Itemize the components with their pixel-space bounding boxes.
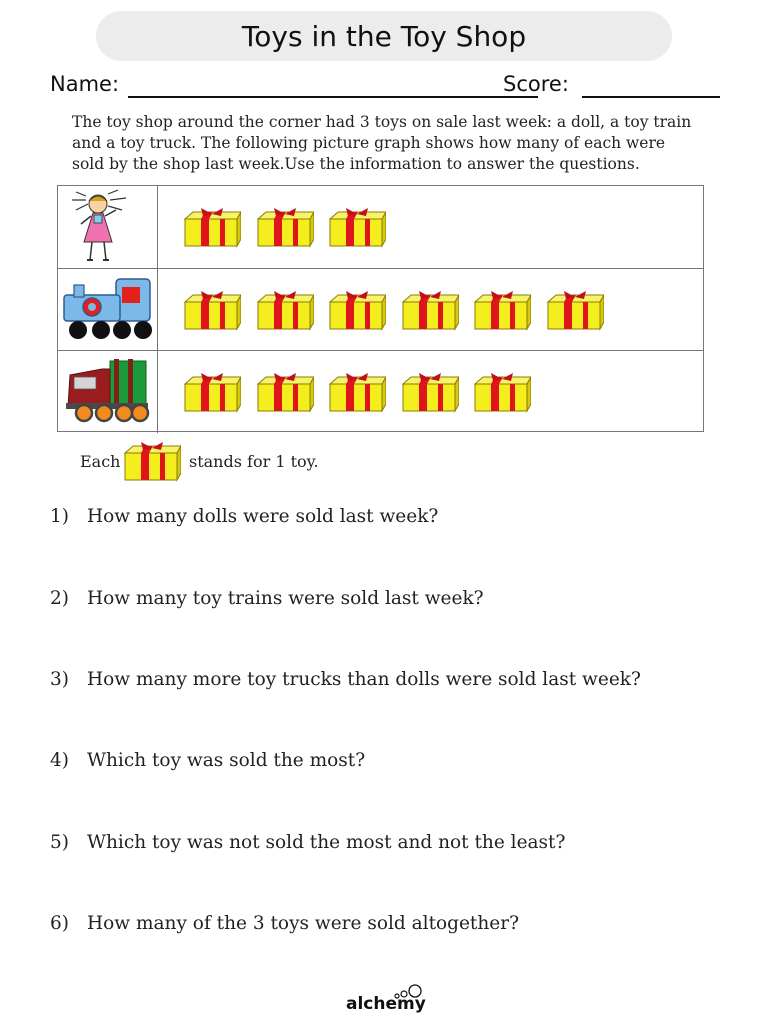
key-suffix: stands for 1 toy. <box>189 452 319 471</box>
gift-box-icon <box>183 291 241 331</box>
truck-cell <box>58 351 158 433</box>
graph-row-truck <box>58 350 703 433</box>
gift-box-icon <box>473 291 531 331</box>
train-cell <box>58 269 158 351</box>
gift-box-icon <box>123 441 181 483</box>
question-number: 3) <box>50 669 69 690</box>
gift-box-icon <box>183 373 241 413</box>
doll-cell <box>58 186 158 268</box>
gift-box-icon <box>328 291 386 331</box>
gift-box-icon <box>546 291 604 331</box>
key-prefix: Each <box>80 452 121 471</box>
score-line <box>582 96 720 98</box>
truck-icon <box>58 351 158 433</box>
gift-box-icon <box>256 373 314 413</box>
question-text: How many of the 3 toys were sold altogether? <box>87 913 519 934</box>
gift-box-icon <box>328 373 386 413</box>
gift-box-icon <box>401 373 459 413</box>
score-label: Score: <box>503 72 569 96</box>
question-number: 6) <box>50 913 69 934</box>
train-icon <box>58 269 158 351</box>
logo-wordmark: alchemy <box>346 994 426 1014</box>
gift-box-icon <box>473 373 531 413</box>
question-text: Which toy was not sold the most and not the least? <box>87 832 566 853</box>
question-number: 2) <box>50 588 69 609</box>
gift-box-icon <box>328 208 386 248</box>
gift-box-icon <box>183 208 241 248</box>
gift-box-icon <box>256 291 314 331</box>
question-number: 5) <box>50 832 69 853</box>
question-text: How many dolls were sold last week? <box>87 506 439 527</box>
graph-row-train <box>58 268 703 351</box>
alchemy-logo <box>346 984 426 1018</box>
question-text: How many more toy trucks than dolls were sold last week? <box>87 669 641 690</box>
gift-box-icon <box>401 291 459 331</box>
bubbles-icon <box>394 984 426 1002</box>
intro-text: The toy shop around the corner had 3 toys on sale last week: a doll, a toy train and a toy truck. The following picture graph shows how many of each were sold by the shop last week.Use the information to answer the questions. <box>72 113 692 173</box>
name-line <box>128 96 538 98</box>
question-text: How many toy trains were sold last week? <box>87 588 484 609</box>
doll-icon <box>58 186 158 268</box>
graph-row-doll <box>58 186 703 268</box>
question-number: 1) <box>50 506 69 527</box>
name-label: Name: <box>50 72 120 96</box>
picture-graph <box>57 185 704 432</box>
name-score-row <box>50 70 720 100</box>
question-text: Which toy was sold the most? <box>87 750 366 771</box>
gift-box-icon <box>256 208 314 248</box>
worksheet-title: Toys in the Toy Shop <box>96 11 672 61</box>
question-number: 4) <box>50 750 69 771</box>
